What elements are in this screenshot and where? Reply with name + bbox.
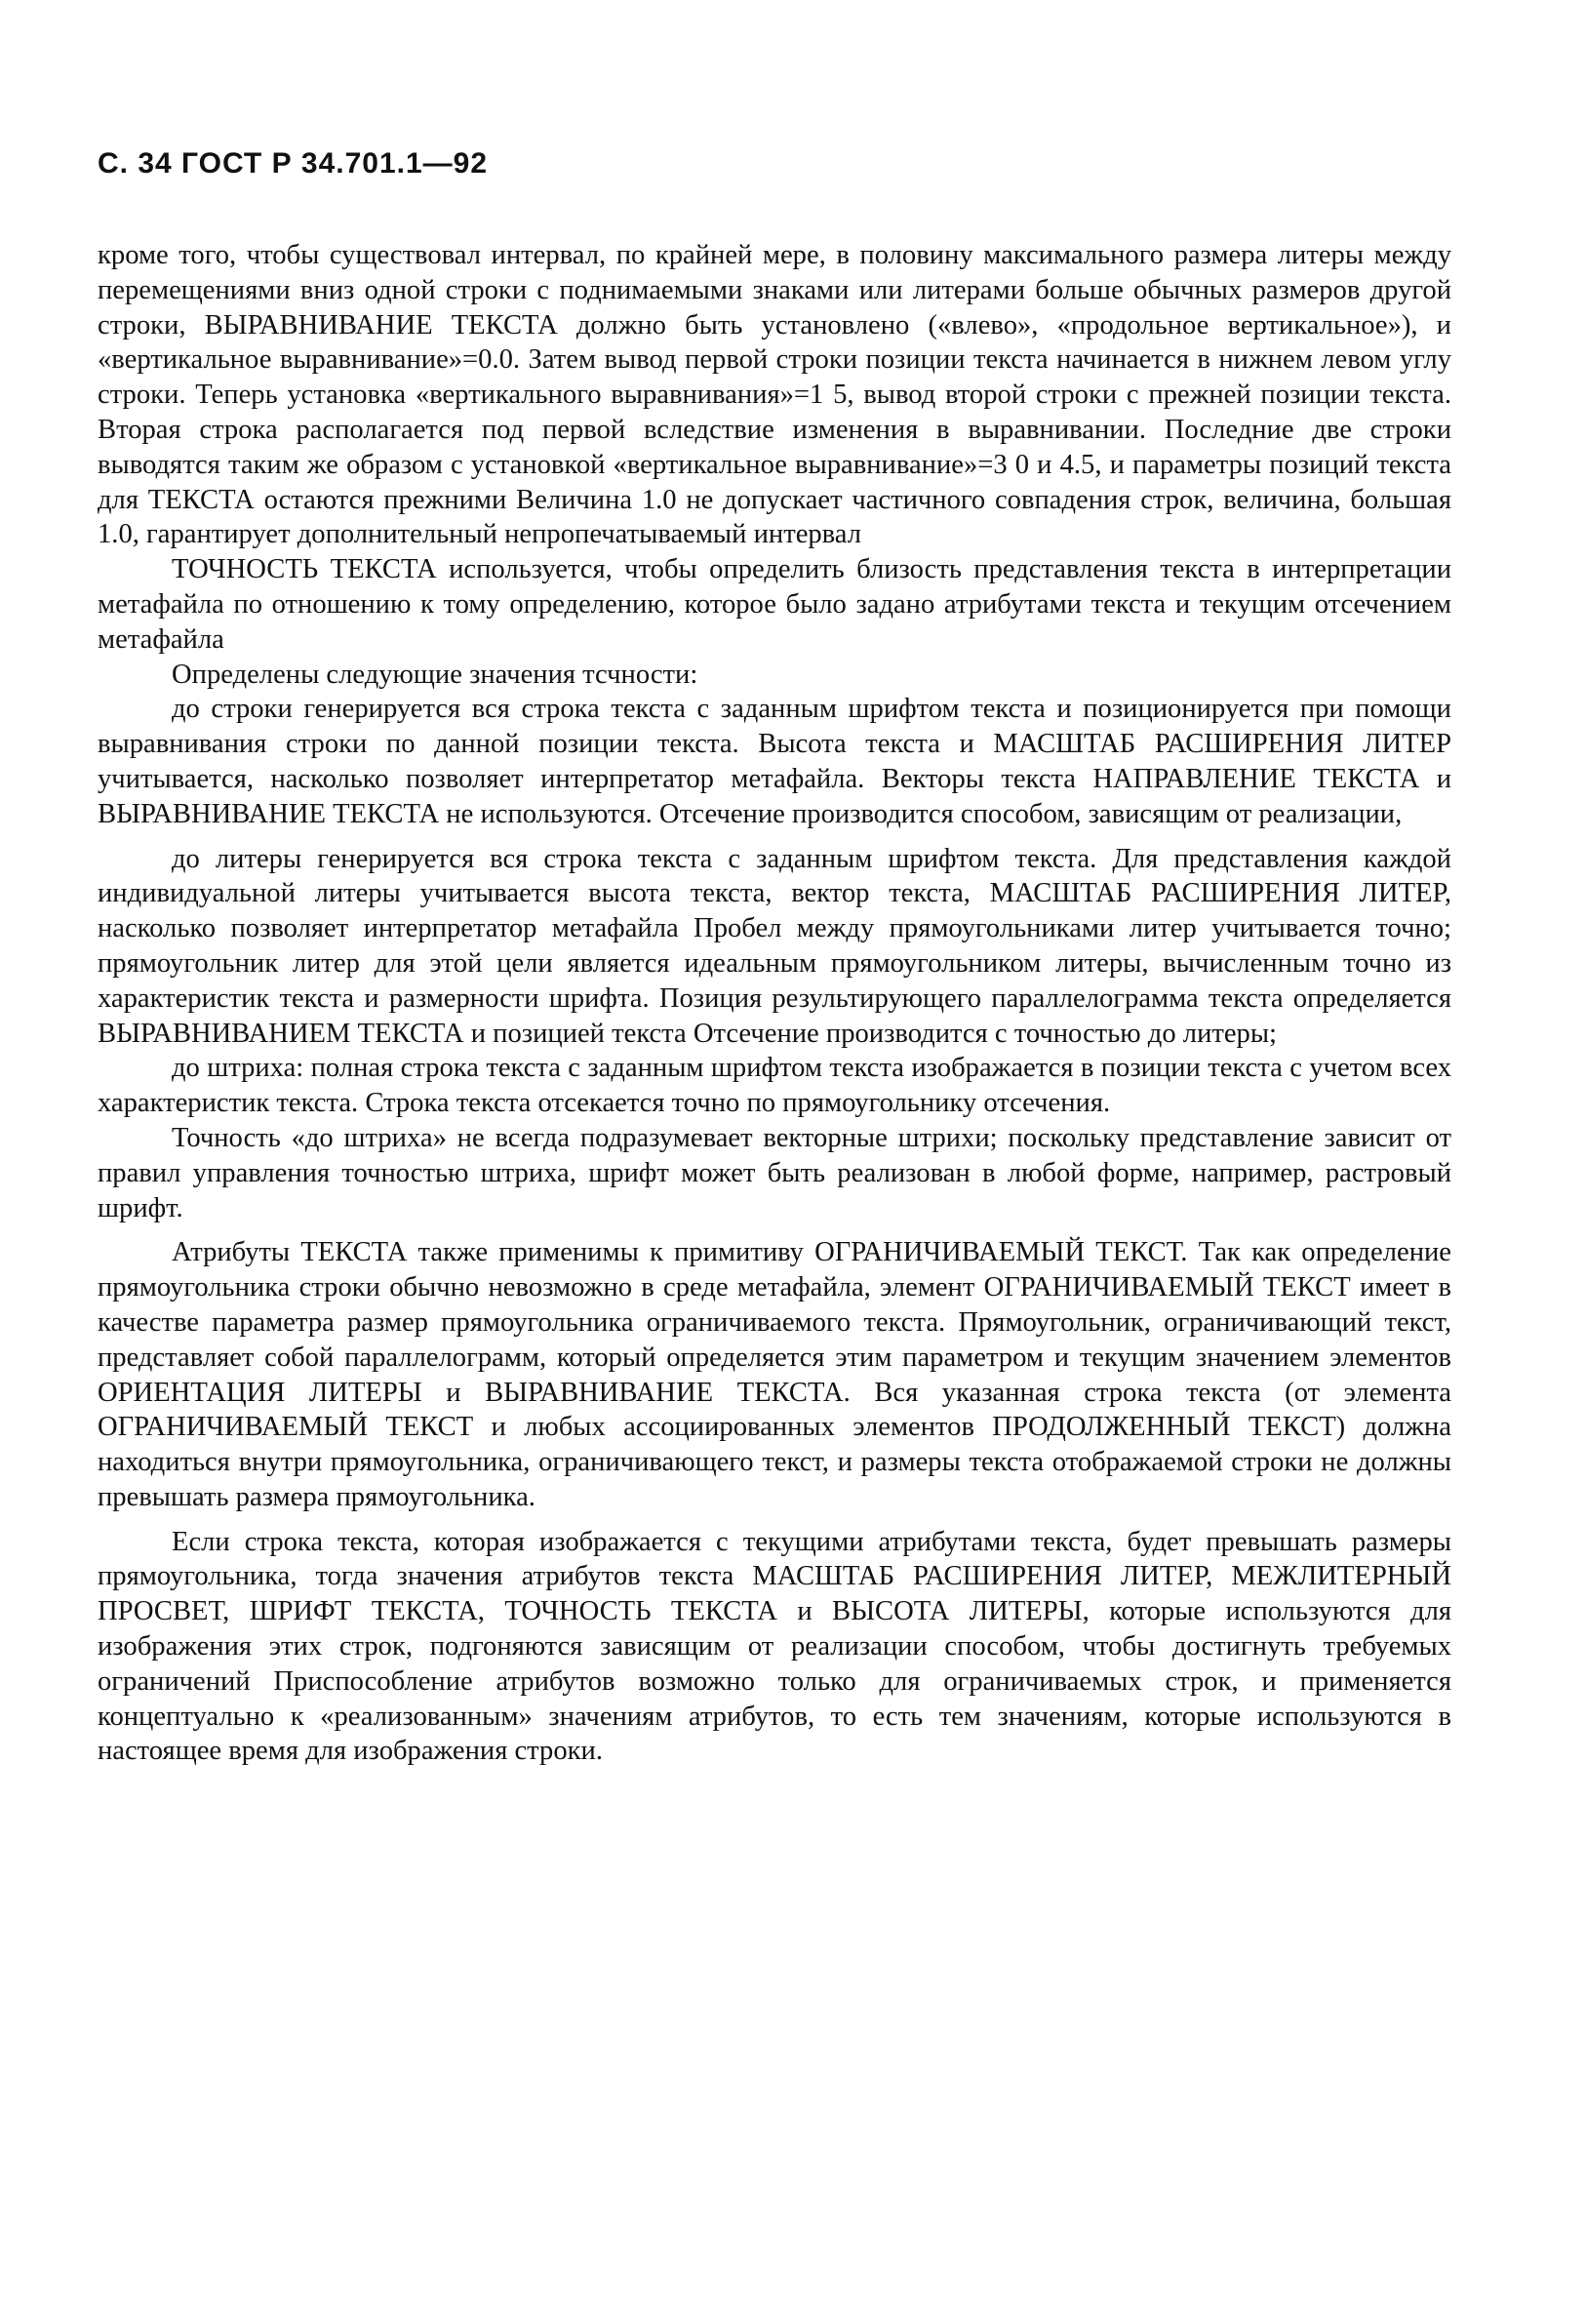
paragraph-5: до литеры генерируется вся строка текста с заданным шрифтом текста. Для представления каждой индивидуальной литеры учитывается высота текста, вектор текста, МАСШТАБ РАСШИРЕНИЯ ЛИТЕР, насколько позволяет интерпретатор метафайла Пробел между прямоугольниками литер учитывается точно; прямоугольник литер для этой цели является идеальным прямоугольником литеры, вычисленным точно из характеристик текста и размерности шрифта. Позиция результирующего параллелограмма текста определяется ВЫРАВНИВАНИЕМ ТЕКСТА и позицией текста Отсечение производится с точностью до литеры; [98, 843, 1451, 1049]
paragraph-3: Определены следующие значения тсчности: [172, 659, 698, 690]
paragraph-7: Точность «до штриха» не всегда подразумевает векторные штрихи; поскольку представление зависит от правил управления точностью штриха, шрифт может быть реализован в любой форме, например, растровый шрифт. [98, 1122, 1451, 1223]
paragraph-6: до штриха: полная строка текста с заданным шрифтом текста изображается в позиции текста с учетом всех характеристик текста. Строка текста отсекается точно по прямоугольнику отсечения. [98, 1053, 1451, 1119]
paragraph-9: Если строка текста, которая изображается с текущими атрибутами текста, будет превышать размеры прямоугольника, тогда значения атрибутов текста МАСШТАБ РАСШИРЕНИЯ ЛИТЕР, МЕЖЛИТЕРНЫЙ ПРОСВЕТ, ШРИФТ ТЕКСТА, ТОЧНОСТЬ ТЕКСТА и ВЫСОТА ЛИТЕРЫ, которые используются для изображения этих строк, подгоняются зависящим от реализации способом, чтобы достигнуть требуемых ограничений Приспособление атрибутов возможно только для ограничиваемых строк, и применяется концептуально к «реализованным» значениям атрибутов, то есть тем значениям, которые используются в настоящее время для изображения строки. [98, 1526, 1451, 1767]
page-header: С. 34 ГОСТ Р 34.701.1—92 [98, 147, 489, 180]
paragraph-4: до строки генерируется вся строка текста с заданным шрифтом текста и позиционируется при помощи выравнивания строки по данной позиции текста. Высота текста и МАСШТАБ РАСШИРЕНИЯ ЛИТЕР учитывается, насколько позволяет интерпретатор метафайла. Векторы текста НАПРАВЛЕНИЕ ТЕКСТА и ВЫРАВНИВАНИЕ ТЕКСТА не используются. Отсечение производится способом, зависящим от реализации, [98, 694, 1451, 829]
paragraph-1: кроме того, чтобы существовал интервал, по крайней мере, в половину максимального размера литеры между перемещениями вниз одной строки с поднимаемыми знаками или литерами больше обычных размеров другой строки, ВЫРАВНИВАНИЕ ТЕКСТА должно быть установлено («влево», «продольное вертикальное»), и «вертикальное выравнивание»=0.0. Затем вывод первой строки позиции текста начинается в нижнем левом углу строки. Теперь установка «вертикального выравнивания»=1 5, вывод второй строки с прежней позиции текста. Вторая строка располагается под первой вследствие изменения в выравнивании. Последние две строки выводятся таким же образом с установкой «вертикальное выравнивание»=3 0 и 4.5, и параметры позиций текста для ТЕКСТА остаются прежними Величина 1.0 не допускает частичного совпадения строк, величина, большая 1.0, гарантирует дополнительный непропечатываемый интервал [98, 240, 1451, 550]
paragraph-2: ТОЧНОСТЬ ТЕКСТА используется, чтобы определить близость представления текста в интерпретации метафайла по отношению к тому определению, которое было задано атрибутами текста и текущим отсечением метафайла [98, 554, 1451, 655]
paragraph-8: Атрибуты ТЕКСТА также применимы к примитиву ОГРАНИЧИВАЕМЫЙ ТЕКСТ. Так как определение прямоугольника строки обычно невозможно в среде метафайла, элемент ОГРАНИЧИВАЕМЫЙ ТЕКСТ имеет в качестве параметра размер прямоугольника ограничиваемого текста. Прямоугольник, ограничивающий текст, представляет собой параллелограмм, который определяется этим параметром и текущим значением элементов ОРИЕНТАЦИЯ ЛИТЕРЫ и ВЫРАВНИВАНИЕ ТЕКСТА. Вся указанная строка текста (от элемента ОГРАНИЧИВАЕМЫЙ ТЕКСТ и любых ассоциированных элементов ПРОДОЛЖЕННЫЙ ТЕКСТ) должна находиться внутри прямоугольника, ограничивающего текст, и размеры текста отображаемой строки не должны превышать размера прямоугольника. [98, 1237, 1451, 1512]
document-body [98, 238, 1451, 1769]
